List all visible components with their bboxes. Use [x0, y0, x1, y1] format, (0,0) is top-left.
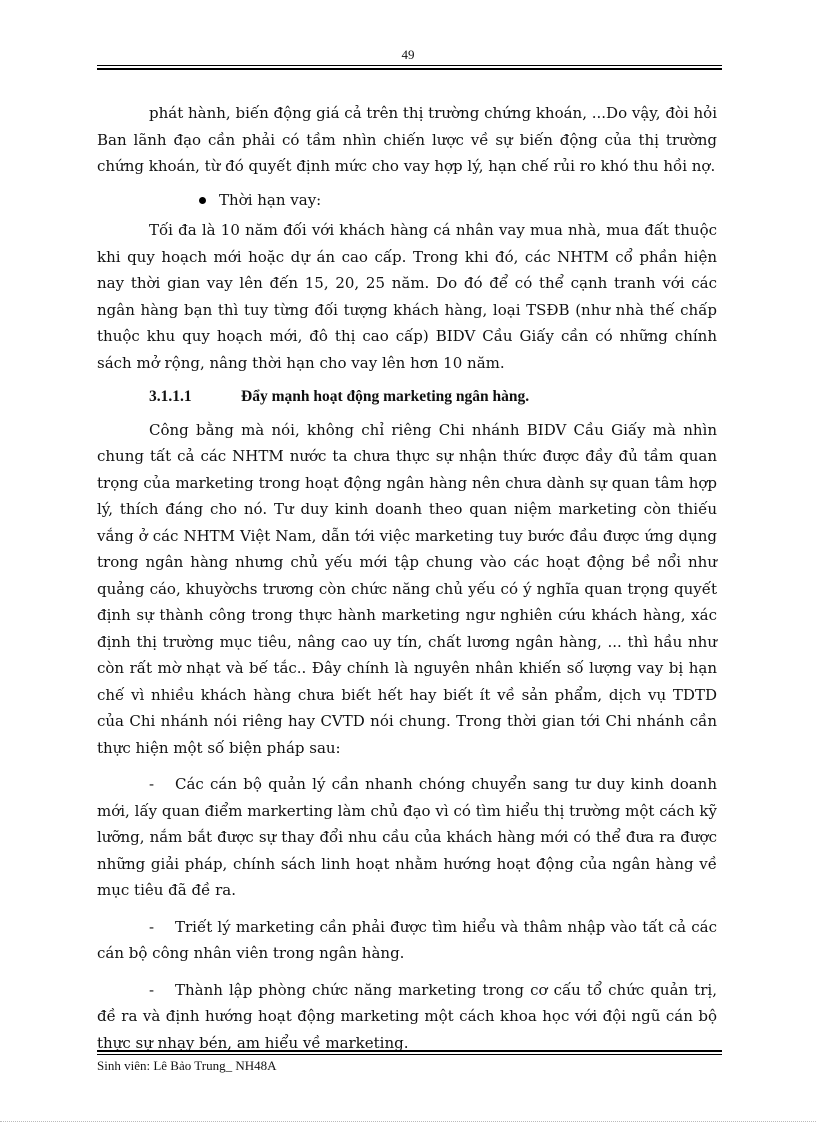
section-title: Đẩy mạnh hoạt động marketing ngân hàng. — [241, 388, 530, 405]
dash-text: Triết lý marketing cần phải được tìm hiểu và thâm nhập vào tất cả các cán bộ công nhân viên trong ngân hàng. — [97, 917, 717, 962]
page-number: 49 — [401, 47, 415, 62]
footer-rule — [97, 1050, 722, 1055]
dash-marker: - — [149, 980, 155, 999]
bullet-label: Thời hạn vay: — [219, 190, 322, 209]
dash-item — [97, 977, 717, 1057]
footer-text: Sinh viên: Lê Bảo Trung_ NH48A — [97, 1058, 277, 1073]
bullet-icon — [199, 197, 206, 204]
page-bottom-border — [0, 1121, 816, 1122]
dash-text: Các cán bộ quản lý cần nhanh chóng chuyển sang tư duy kinh doanh mới, lấy quan điểm markerting làm chủ đạo vì có tìm hiểu thị trường một cách kỹ lưỡng, nắm bắt được sự thay đổi nhu cầu của khách hàng mới có thể đưa ra được những giải pháp, chính sách linh hoạt nhằm hướng hoạt động của ngân hàng về mục tiêu đã đề ra. — [97, 775, 717, 899]
dash-marker: - — [149, 917, 155, 936]
section-heading — [97, 384, 717, 411]
bullet-item — [97, 187, 717, 214]
header-rule — [97, 65, 722, 70]
paragraph: phát hành, biến động giá cả trên thị trường chứng khoán, ...Do vậy, đòi hỏi Ban lãnh đạo cần phải có tầm nhìn chiến lược về sự biến động của thị trường chứng khoán, từ đó quyết định mức cho vay hợp lý, hạn chế rủi ro khó thu hồi nợ. — [97, 104, 718, 175]
paragraph: Tối đa là 10 năm đối với khách hàng cá nhân vay mua nhà, mua đất thuộc khi quy hoạch mới hoặc dự án cao cấp. Trong khi đó, các NHTM cổ phần hiện nay thời gian vay lên đến 15, 20, 25 năm. Do đó để có thể cạnh tranh với các ngân hàng bạn thì tuy từng đối tượng khách hàng, loại TSĐB (như nhà thế chấp thuộc khu quy hoạch mới, đô thị cao cấp) BIDV Cầu Giấy cần có những chính sách mở rộng, nâng thời hạn cho vay lên hơn 10 năm. — [97, 221, 717, 372]
dash-item — [97, 914, 717, 967]
page-content — [97, 100, 717, 1056]
dash-text: Thành lập phòng chức năng marketing trong cơ cấu tổ chức quản trị, đề ra và định hướng hoạt động marketing một cách khoa học với đội ngũ cán bộ thực sự nhạy bén, am hiểu về marketing. — [97, 980, 717, 1052]
dash-marker: - — [149, 775, 155, 793]
dash-item — [97, 771, 717, 904]
section-number: 3.1.1.1 — [149, 388, 192, 405]
paragraph: Công bằng mà nói, không chỉ riêng Chi nhánh BIDV Cầu Giấy mà nhìn chung tất cả các NHTM nước ta chưa thực sự nhận thức được đầy đủ tầm quan trọng của marketing trong hoạt động ngân hàng nên chưa dành sự quan tâm hợp lý, thích đáng cho nó. Tư duy kinh doanh theo quan niệm marketing còn thiếu vắng ở các NHTM Việt Nam, dẫn tới việc marketing tuy bước đầu được ứng dụng trong ngân hàng nhưng chủ yếu mới tập chung vào các hoạt động bề nổi như quảng cáo, khuyờchs trương còn chức năng chủ yếu có ý nghĩa quan trọng quyết định sự thành công trong thực hành marketing ngư nghiên cứu khách hàng, xác định thị trường mục tiêu, nâng cao uy tín, chất lương ngân hàng, ... thì hầu như còn rất mờ nhạt và bế tắc.. Đây chính là nguyên nhân khiến số lượng vay bị hạn chế vì nhiều khách hàng chưa biết hết hay biết ít về sản phẩm, dịch vụ TDTD của Chi nhánh nói riêng hay CVTD nói chung. Trong thời gian tới Chi nhánh cần thực hiện một số biện pháp sau: — [97, 420, 717, 757]
